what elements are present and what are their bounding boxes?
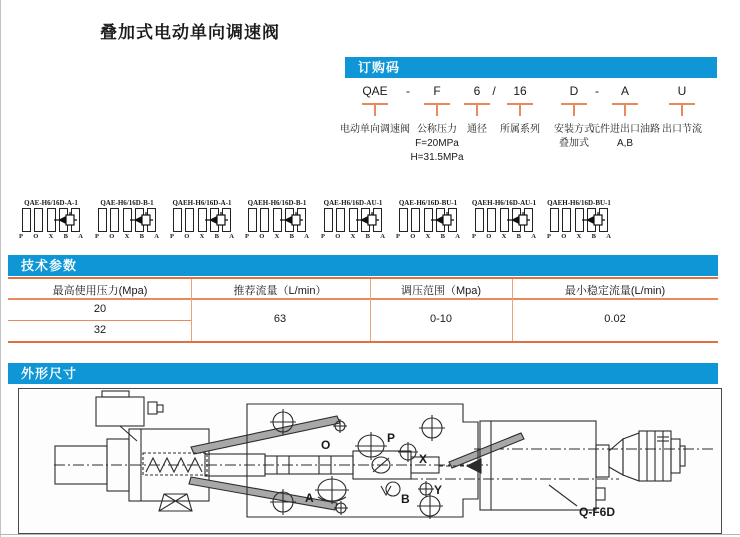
- valve-glyph-icon: [129, 212, 155, 228]
- code-desc-diameter: [467, 123, 487, 137]
- symbol-schematic: [22, 208, 80, 232]
- port-label: X: [124, 233, 130, 240]
- port-label: A: [78, 233, 83, 240]
- port-label: X: [48, 233, 54, 240]
- port-label: O: [33, 233, 39, 240]
- port-label: O: [410, 233, 416, 240]
- code-part-qae: QAE: [362, 84, 388, 98]
- code-desc-line: 通径: [467, 124, 487, 135]
- port-label: O: [335, 233, 341, 240]
- valve-glyph-icon: [581, 212, 607, 228]
- code-desc-line: 出口节流: [662, 124, 702, 135]
- column-header-max-pressure: 最高使用压力(Mpa): [52, 285, 148, 297]
- code-pointer: [507, 103, 533, 117]
- column-header-range: 调压范围（Mpa): [400, 285, 482, 297]
- port-label: O: [109, 233, 115, 240]
- valve-glyph-icon: [506, 212, 532, 228]
- code-separator: -: [406, 84, 410, 98]
- value-pressure-32: 32: [93, 324, 107, 336]
- port-label: X: [501, 233, 507, 240]
- page-edge-left: [0, 0, 1, 537]
- port-label-x: X: [419, 452, 428, 466]
- lower-lever: [189, 477, 337, 510]
- port-label: B: [591, 233, 596, 240]
- table-border: [8, 298, 718, 300]
- symbol-schematic: [550, 208, 608, 232]
- port-label: X: [576, 233, 582, 240]
- symbol-schematic: [475, 208, 533, 232]
- valve-glyph-icon: [204, 212, 230, 228]
- valve-glyph-icon: [430, 212, 456, 228]
- code-part-f: F: [433, 84, 441, 98]
- symbol-label: QAEH-H6/16D-BU-1: [547, 199, 611, 207]
- port-label: P: [547, 233, 551, 240]
- port-label: A: [606, 233, 611, 240]
- code-desc-line: F=20MPa: [415, 138, 459, 149]
- port-label: B: [139, 233, 144, 240]
- code-part-a: A: [620, 84, 630, 98]
- port-label: B: [516, 233, 521, 240]
- code-desc-line: H=31.5MPa: [410, 152, 464, 163]
- code-part-16: 16: [513, 84, 527, 98]
- symbol-schematic: [324, 208, 382, 232]
- leader-line: [549, 485, 577, 506]
- port-label: X: [199, 233, 205, 240]
- cone: [623, 433, 639, 481]
- code-pointer: [464, 103, 490, 117]
- code-desc-line: 安装方式: [554, 124, 594, 135]
- code-desc-throttle: [662, 123, 702, 137]
- valve-glyph-icon: [355, 212, 381, 228]
- port-label: P: [170, 233, 174, 240]
- table-border: [512, 279, 513, 341]
- code-desc-ports: [590, 123, 660, 151]
- port-label: P: [19, 233, 23, 240]
- port-label: B: [289, 233, 294, 240]
- right-lever: [449, 433, 524, 468]
- symbol-ports: [547, 233, 611, 240]
- port-label-a: A: [305, 491, 314, 505]
- port-label: B: [365, 233, 370, 240]
- value-min-stable-flow: 0.02: [604, 313, 626, 325]
- port-label: A: [531, 233, 536, 240]
- value-pressure-range: 0-10: [429, 313, 453, 325]
- table-border: [8, 320, 191, 321]
- hydraulic-symbol: [467, 199, 541, 240]
- hydraulic-symbol: [542, 199, 616, 240]
- hydraulic-symbol: [90, 199, 164, 240]
- port-label-p: P: [387, 431, 396, 445]
- outline-dims-header: 外形尺寸: [8, 363, 718, 384]
- symbol-ports: [95, 233, 159, 240]
- symbol-label: QAEH-H6/16D-A-1: [172, 199, 232, 207]
- symbol-label: QAEH-H6/16D-B-1: [247, 199, 307, 207]
- port-label: P: [396, 233, 400, 240]
- symbol-schematic: [399, 208, 457, 232]
- right-cylinder: [480, 421, 596, 510]
- symbol-label: QAE-H6/16D-BU-1: [398, 199, 458, 207]
- code-pointer: [669, 103, 695, 117]
- port-label: P: [321, 233, 325, 240]
- symbol-ports: [245, 233, 309, 240]
- code-part-d: D: [569, 84, 579, 98]
- symbol-schematic: [248, 208, 306, 232]
- table-border: [191, 279, 192, 341]
- code-desc-line: 公称压力: [417, 124, 457, 135]
- value-pressure-20: 20: [93, 303, 107, 315]
- code-pointer: [424, 103, 450, 117]
- code-desc-line: 元件进出口油路: [590, 124, 660, 135]
- port-label: P: [95, 233, 99, 240]
- port-label: O: [259, 233, 265, 240]
- port-label: O: [184, 233, 190, 240]
- symbol-schematic: [173, 208, 231, 232]
- code-desc-mounting: [554, 123, 594, 151]
- port-label: B: [440, 233, 445, 240]
- top-solenoid-box: [96, 397, 144, 426]
- column-header-flow: 推荐流量（L/min）: [233, 285, 327, 297]
- code-desc-pressure: [410, 123, 463, 165]
- port-label: A: [229, 233, 234, 240]
- port-b-hole: [386, 482, 400, 496]
- ordering-code-header: 订购码: [345, 57, 717, 78]
- valve-technical-drawing: [19, 389, 719, 531]
- hydraulic-symbol: [391, 199, 465, 240]
- table-border: [8, 341, 718, 343]
- symbol-ports: [19, 233, 83, 240]
- port-label: X: [350, 233, 356, 240]
- value-recommended-flow: 63: [273, 313, 287, 325]
- valve-glyph-icon: [279, 212, 305, 228]
- port-label: X: [274, 233, 280, 240]
- code-separator: /: [492, 84, 496, 98]
- code-desc-line: 电动单向调速阀: [340, 124, 410, 135]
- tech-params-table: [8, 277, 718, 342]
- hydraulic-symbol: [316, 199, 390, 240]
- port-label-o: O: [321, 438, 331, 452]
- code-pointer: [612, 103, 638, 117]
- outline-drawing-box: [18, 388, 722, 534]
- symbol-label: QAE-H6/16D-B-1: [100, 199, 154, 207]
- port-label: A: [455, 233, 460, 240]
- port-label: O: [561, 233, 567, 240]
- valve-glyph-icon: [53, 212, 79, 228]
- model-label: Q-F6D: [579, 505, 615, 519]
- symbol-label: QAE-H6/16D-A-1: [24, 199, 78, 207]
- hydraulic-symbol: [14, 199, 88, 240]
- port-label: P: [472, 233, 476, 240]
- port-label: O: [486, 233, 492, 240]
- hydraulic-symbol: [165, 199, 239, 240]
- symbol-label: QAE-H6/16D-AU-1: [323, 199, 383, 207]
- port-label: X: [425, 233, 431, 240]
- symbol-ports: [472, 233, 536, 240]
- symbol-schematic: [98, 208, 156, 232]
- port-label-b: B: [401, 492, 410, 506]
- port-label: A: [154, 233, 159, 240]
- port-label-y: Y: [434, 483, 443, 497]
- table-border: [370, 279, 371, 341]
- code-part-u: U: [677, 84, 687, 98]
- code-desc-series: [500, 123, 540, 137]
- code-desc-valve: [340, 123, 410, 137]
- port-label: A: [380, 233, 385, 240]
- code-pointer: [362, 103, 388, 117]
- upper-lever: [191, 416, 340, 454]
- code-desc-line: A,B: [616, 138, 634, 149]
- page-title: 叠加式电动单向调速阀: [100, 23, 280, 42]
- code-pointer: [561, 103, 587, 117]
- symbol-ports: [170, 233, 234, 240]
- code-part-6: 6: [473, 84, 481, 98]
- column-header-min-flow: 最小稳定流量(L/min): [564, 285, 666, 297]
- port-label: B: [63, 233, 68, 240]
- code-separator: -: [595, 84, 599, 98]
- code-desc-line: 叠加式: [559, 138, 589, 149]
- symbol-label: QAEH-H6/16D-AU-1: [471, 199, 537, 207]
- table-border: [8, 277, 718, 279]
- code-desc-line: 所属系列: [500, 124, 540, 135]
- port-label: P: [245, 233, 249, 240]
- tech-params-header: 技术参数: [8, 255, 718, 276]
- port-label: A: [304, 233, 309, 240]
- port-label: B: [214, 233, 219, 240]
- symbol-ports: [321, 233, 385, 240]
- hydraulic-symbol: [240, 199, 314, 240]
- symbol-ports: [396, 233, 460, 240]
